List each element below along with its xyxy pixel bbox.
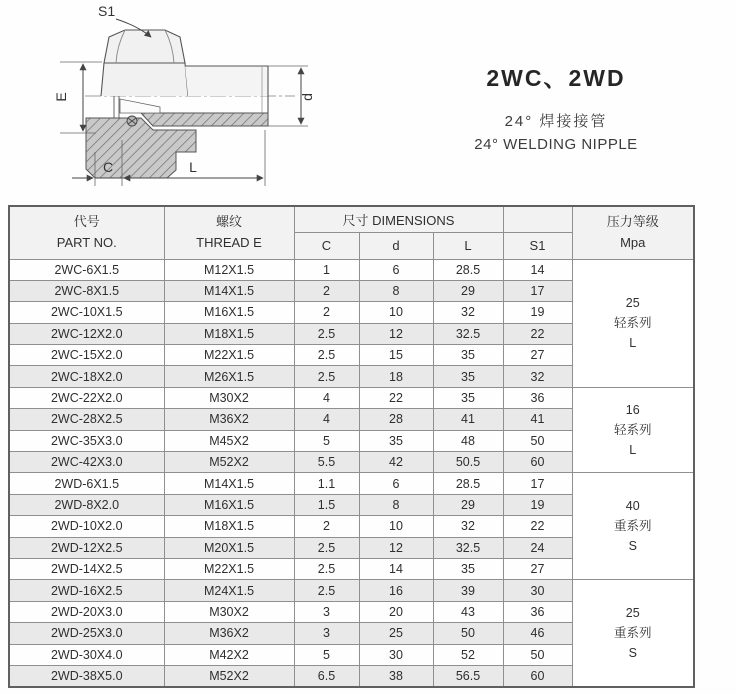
cell-part-no: 2WD-30X4.0 [9, 644, 164, 665]
cell-l: 52 [433, 644, 503, 665]
pressure-value: 25 [625, 606, 640, 621]
cell-l: 35 [433, 558, 503, 579]
pressure-group-cell [572, 387, 694, 473]
cell-c: 2.5 [294, 323, 359, 344]
pressure-group-cell [572, 580, 694, 687]
cell-l: 50 [433, 623, 503, 644]
cell-part-no: 2WD-38X5.0 [9, 665, 164, 686]
cell-s1: 27 [503, 345, 572, 366]
cell-s1: 19 [503, 302, 572, 323]
cell-thread: M30X2 [164, 601, 294, 622]
cell-s1: 50 [503, 430, 572, 451]
cell-part-no: 2WC-28X2.5 [9, 409, 164, 430]
cell-part-no: 2WD-12X2.5 [9, 537, 164, 558]
header-dimensions: 尺寸 DIMENSIONS [294, 206, 503, 232]
cell-l: 35 [433, 366, 503, 387]
cell-s1: 19 [503, 494, 572, 515]
pressure-group-cell [572, 473, 694, 580]
cell-thread: M18X1.5 [164, 323, 294, 344]
cell-d: 6 [359, 473, 433, 494]
header-col-d: d [359, 232, 433, 259]
header-s1-spacer [503, 206, 572, 232]
cell-part-no: 2WC-10X1.5 [9, 302, 164, 323]
cell-c: 3 [294, 601, 359, 622]
cell-l: 35 [433, 345, 503, 366]
cell-thread: M18X1.5 [164, 516, 294, 537]
table-row [9, 259, 694, 280]
cell-s1: 50 [503, 644, 572, 665]
cell-c: 5 [294, 430, 359, 451]
cell-c: 1 [294, 259, 359, 280]
cell-d: 16 [359, 580, 433, 601]
cell-s1: 60 [503, 452, 572, 473]
cell-part-no: 2WD-10X2.0 [9, 516, 164, 537]
cell-d: 14 [359, 558, 433, 579]
cell-d: 12 [359, 323, 433, 344]
cell-s1: 46 [503, 623, 572, 644]
cell-d: 18 [359, 366, 433, 387]
pressure-series-cn: 重系列 [613, 626, 652, 641]
cell-c: 4 [294, 387, 359, 408]
header-col-s1: S1 [503, 232, 572, 259]
header-thread-en: THREAD E [196, 234, 262, 250]
cell-l: 50.5 [433, 452, 503, 473]
cell-thread: M52X2 [164, 665, 294, 686]
cell-c: 5.5 [294, 452, 359, 473]
cell-s1: 60 [503, 665, 572, 686]
cell-thread: M24X1.5 [164, 580, 294, 601]
cell-c: 2.5 [294, 558, 359, 579]
cell-l: 32 [433, 516, 503, 537]
cell-l: 28.5 [433, 259, 503, 280]
cell-part-no: 2WC-18X2.0 [9, 366, 164, 387]
cell-l: 29 [433, 494, 503, 515]
cell-d: 28 [359, 409, 433, 430]
cell-l: 32.5 [433, 323, 503, 344]
cell-d: 35 [359, 430, 433, 451]
dimension-label-c: C [102, 159, 114, 175]
cell-c: 2.5 [294, 345, 359, 366]
header-thread-cn: 螺纹 [215, 213, 242, 229]
pressure-series-code: S [628, 646, 637, 661]
dimension-label-e: E [53, 92, 69, 102]
cell-d: 15 [359, 345, 433, 366]
cell-part-no: 2WD-20X3.0 [9, 601, 164, 622]
header-thread [164, 206, 294, 259]
cell-l: 48 [433, 430, 503, 451]
cell-l: 43 [433, 601, 503, 622]
header-part-no [9, 206, 164, 259]
cell-part-no: 2WC-8X1.5 [9, 280, 164, 301]
cell-thread: M16X1.5 [164, 302, 294, 323]
pressure-series-code: S [628, 539, 637, 554]
header-pressure-en: Mpa [620, 234, 646, 250]
cell-s1: 24 [503, 537, 572, 558]
cell-d: 25 [359, 623, 433, 644]
cell-c: 2 [294, 516, 359, 537]
pressure-series-cn: 轻系列 [613, 316, 652, 331]
cell-part-no: 2WC-42X3.0 [9, 452, 164, 473]
cell-d: 30 [359, 644, 433, 665]
page-title: 2WC、2WD [486, 65, 626, 91]
pipe-wall-section-hatch [141, 113, 268, 126]
cell-l: 28.5 [433, 473, 503, 494]
pressure-value: 16 [625, 403, 640, 418]
header-part-no-cn: 代号 [73, 213, 100, 229]
cell-d: 22 [359, 387, 433, 408]
cell-thread: M42X2 [164, 644, 294, 665]
cell-d: 12 [359, 537, 433, 558]
table-row [9, 580, 694, 601]
cell-thread: M26X1.5 [164, 366, 294, 387]
cell-c: 1.5 [294, 494, 359, 515]
cell-part-no: 2WD-16X2.5 [9, 580, 164, 601]
cell-d: 38 [359, 665, 433, 686]
cell-d: 6 [359, 259, 433, 280]
cell-s1: 36 [503, 387, 572, 408]
pressure-group-cell [572, 259, 694, 387]
welding-nipple-section-drawing [10, 0, 320, 198]
cell-l: 39 [433, 580, 503, 601]
cell-s1: 32 [503, 366, 572, 387]
header-pressure-cn: 压力等级 [606, 213, 659, 229]
pressure-series-cn: 轻系列 [613, 423, 652, 438]
cell-c: 2.5 [294, 366, 359, 387]
cell-c: 2.5 [294, 580, 359, 601]
cell-d: 8 [359, 494, 433, 515]
header-part-no-en: PART NO. [56, 234, 117, 250]
cell-c: 2 [294, 302, 359, 323]
cell-l: 29 [433, 280, 503, 301]
cell-d: 20 [359, 601, 433, 622]
table-header [9, 206, 694, 259]
cell-s1: 17 [503, 473, 572, 494]
cell-d: 10 [359, 516, 433, 537]
table-row [9, 387, 694, 408]
pressure-series-cn: 重系列 [613, 519, 652, 534]
subtitle-chinese: 24° 焊接接管 [504, 113, 608, 130]
cell-part-no: 2WC-22X2.0 [9, 387, 164, 408]
dimension-label-l: L [189, 159, 197, 175]
cell-thread: M52X2 [164, 452, 294, 473]
cell-thread: M16X1.5 [164, 494, 294, 515]
subtitle-english: 24° WELDING NIPPLE [474, 136, 638, 153]
dimension-label-s1: S1 [98, 3, 116, 19]
cell-d: 8 [359, 280, 433, 301]
pressure-value: 25 [625, 296, 640, 311]
cell-thread: M12X1.5 [164, 259, 294, 280]
pressure-series-code: L [629, 443, 637, 458]
cell-c: 2 [294, 280, 359, 301]
nut-body [101, 63, 188, 96]
cell-thread: M45X2 [164, 430, 294, 451]
spec-table [8, 205, 695, 688]
table-row [9, 473, 694, 494]
cell-c: 2.5 [294, 537, 359, 558]
pressure-value: 40 [625, 499, 640, 514]
cell-l: 41 [433, 409, 503, 430]
cell-s1: 22 [503, 516, 572, 537]
cell-c: 5 [294, 644, 359, 665]
pipe-body [185, 66, 268, 96]
cell-thread: M20X1.5 [164, 537, 294, 558]
cell-d: 42 [359, 452, 433, 473]
cell-c: 3 [294, 623, 359, 644]
cell-l: 56.5 [433, 665, 503, 686]
cell-part-no: 2WC-35X3.0 [9, 430, 164, 451]
cell-thread: M36X2 [164, 623, 294, 644]
cell-part-no: 2WC-12X2.0 [9, 323, 164, 344]
cell-s1: 36 [503, 601, 572, 622]
header-pressure [572, 206, 694, 259]
cell-thread: M22X1.5 [164, 345, 294, 366]
cell-s1: 14 [503, 259, 572, 280]
pressure-series-code: L [629, 336, 637, 351]
cell-l: 32.5 [433, 537, 503, 558]
cell-l: 35 [433, 387, 503, 408]
cell-part-no: 2WD-6X1.5 [9, 473, 164, 494]
cell-part-no: 2WC-6X1.5 [9, 259, 164, 280]
header-col-c: C [294, 232, 359, 259]
cell-d: 10 [359, 302, 433, 323]
cell-thread: M30X2 [164, 387, 294, 408]
cell-s1: 30 [503, 580, 572, 601]
cell-thread: M36X2 [164, 409, 294, 430]
title-block [424, 60, 688, 153]
cell-s1: 41 [503, 409, 572, 430]
cell-part-no: 2WD-25X3.0 [9, 623, 164, 644]
cell-c: 4 [294, 409, 359, 430]
cell-part-no: 2WD-14X2.5 [9, 558, 164, 579]
cell-l: 32 [433, 302, 503, 323]
cell-c: 6.5 [294, 665, 359, 686]
weld-cone-gap [120, 99, 160, 113]
cell-c: 1.1 [294, 473, 359, 494]
dimension-label-d: d [299, 93, 315, 101]
cell-thread: M14X1.5 [164, 280, 294, 301]
cell-thread: M22X1.5 [164, 558, 294, 579]
cell-s1: 22 [503, 323, 572, 344]
cell-part-no: 2WC-15X2.0 [9, 345, 164, 366]
cell-thread: M14X1.5 [164, 473, 294, 494]
cell-s1: 17 [503, 280, 572, 301]
cell-s1: 27 [503, 558, 572, 579]
header-col-l: L [433, 232, 503, 259]
cell-part-no: 2WD-8X2.0 [9, 494, 164, 515]
